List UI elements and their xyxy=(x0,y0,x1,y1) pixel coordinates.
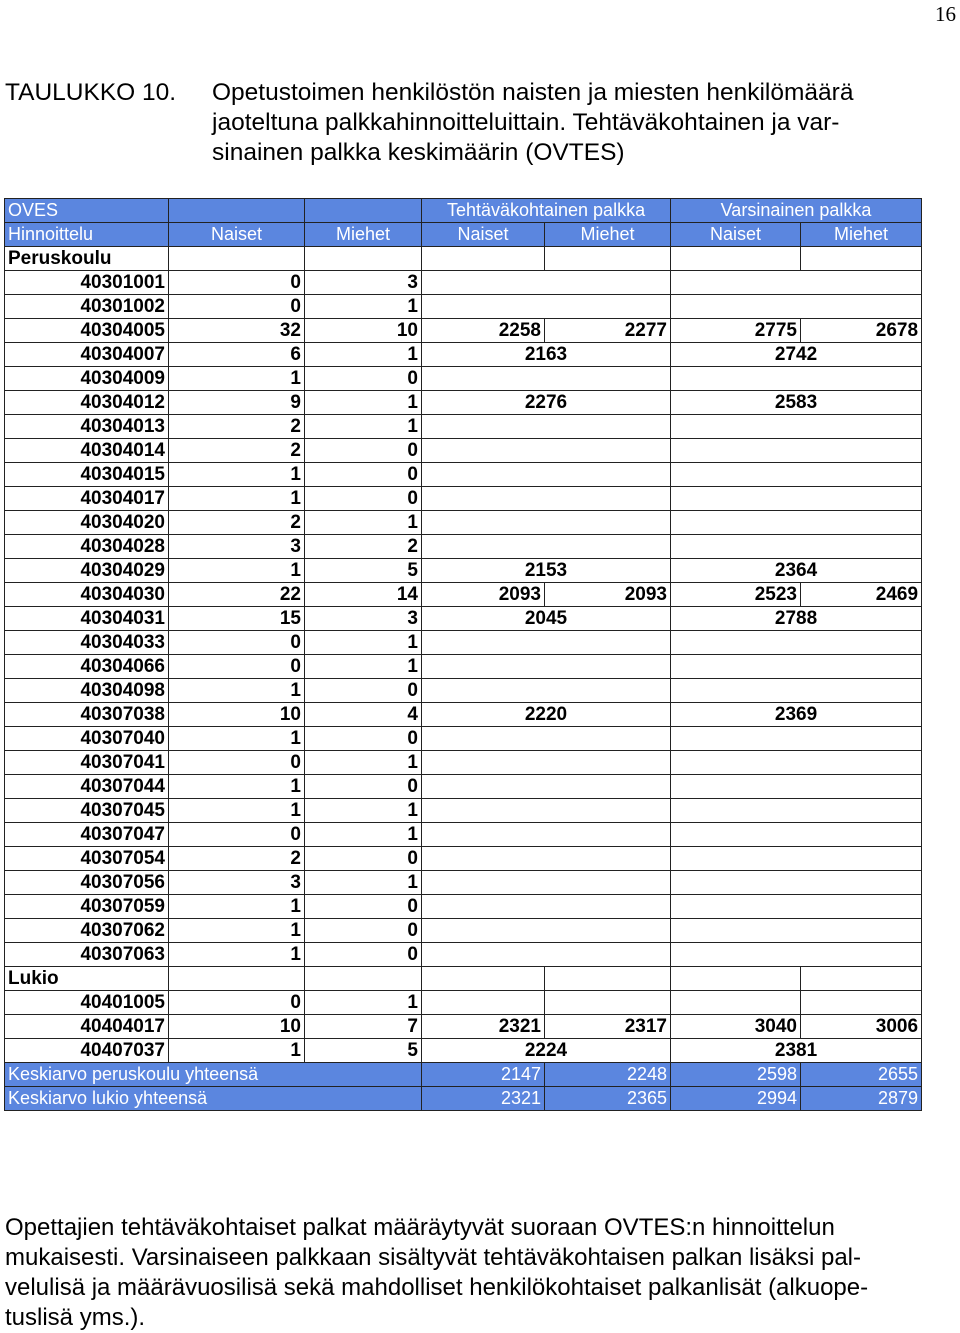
tehtavakohtainen-palkka xyxy=(422,439,671,463)
code-cell: 40307044 xyxy=(5,775,169,799)
table-row xyxy=(5,463,922,487)
code-cell: 40304029 xyxy=(5,559,169,583)
v-naiset-palkka xyxy=(671,991,801,1015)
code-cell: 40301002 xyxy=(5,295,169,319)
empty-cell xyxy=(305,967,422,991)
miehet-count: 3 xyxy=(305,271,422,295)
t-miehet-palkka: 2317 xyxy=(545,1015,671,1039)
t-naiset-palkka: 2258 xyxy=(422,319,545,343)
code-cell: 40304007 xyxy=(5,343,169,367)
tehtavakohtainen-palkka xyxy=(422,727,671,751)
v-naiset-palkka: 2775 xyxy=(671,319,801,343)
summary-label: Keskiarvo lukio yhteensä xyxy=(5,1087,422,1111)
header-row-2 xyxy=(5,223,922,247)
varsinainen-palkka xyxy=(671,655,922,679)
table-row xyxy=(5,775,922,799)
varsinainen-palkka xyxy=(671,367,922,391)
naiset-count: 22 xyxy=(169,583,305,607)
varsinainen-palkka xyxy=(671,895,922,919)
table-row xyxy=(5,847,922,871)
miehet-count: 0 xyxy=(305,943,422,967)
varsinainen-palkka: 2788 xyxy=(671,607,922,631)
miehet-count: 5 xyxy=(305,559,422,583)
summary-value: 2365 xyxy=(545,1087,671,1111)
table-row xyxy=(5,655,922,679)
t-naiset-palkka: 2093 xyxy=(422,583,545,607)
table-row xyxy=(5,727,922,751)
table-row xyxy=(5,991,922,1015)
tehtavakohtainen-palkka xyxy=(422,631,671,655)
miehet-count: 4 xyxy=(305,703,422,727)
table-row xyxy=(5,391,922,415)
naiset-count: 15 xyxy=(169,607,305,631)
varsinainen-palkka: 2364 xyxy=(671,559,922,583)
miehet-count: 1 xyxy=(305,511,422,535)
miehet-count: 1 xyxy=(305,799,422,823)
miehet-count: 0 xyxy=(305,919,422,943)
tehtavakohtainen-palkka: 2153 xyxy=(422,559,671,583)
naiset-count: 1 xyxy=(169,559,305,583)
varsinainen-palkka xyxy=(671,511,922,535)
summary-value: 2147 xyxy=(422,1063,545,1087)
code-cell: 40307041 xyxy=(5,751,169,775)
empty-cell xyxy=(305,247,422,271)
code-cell: 40307063 xyxy=(5,943,169,967)
naiset-count: 9 xyxy=(169,391,305,415)
naiset-count: 3 xyxy=(169,871,305,895)
varsinainen-palkka: 2381 xyxy=(671,1039,922,1063)
header-hinnoittelu: Hinnoittelu xyxy=(5,223,169,247)
empty-cell xyxy=(422,247,545,271)
code-cell: 40307056 xyxy=(5,871,169,895)
miehet-count: 7 xyxy=(305,1015,422,1039)
header-empty xyxy=(169,199,305,223)
table-row xyxy=(5,415,922,439)
varsinainen-palkka xyxy=(671,439,922,463)
miehet-count: 1 xyxy=(305,343,422,367)
v-naiset-palkka: 2523 xyxy=(671,583,801,607)
code-cell: 40307040 xyxy=(5,727,169,751)
table-row xyxy=(5,295,922,319)
naiset-count: 1 xyxy=(169,487,305,511)
varsinainen-palkka xyxy=(671,727,922,751)
varsinainen-palkka xyxy=(671,295,922,319)
table-row xyxy=(5,631,922,655)
miehet-count: 0 xyxy=(305,463,422,487)
code-cell: 40304009 xyxy=(5,367,169,391)
miehet-count: 1 xyxy=(305,655,422,679)
empty-cell xyxy=(801,967,922,991)
tehtavakohtainen-palkka xyxy=(422,367,671,391)
caption-label: TAULUKKO 10. xyxy=(5,79,177,106)
tehtavakohtainen-palkka xyxy=(422,295,671,319)
miehet-count: 5 xyxy=(305,1039,422,1063)
miehet-count: 14 xyxy=(305,583,422,607)
table-row xyxy=(5,895,922,919)
table-row xyxy=(5,487,922,511)
miehet-count: 3 xyxy=(305,607,422,631)
summary-value: 2321 xyxy=(422,1087,545,1111)
tehtavakohtainen-palkka: 2163 xyxy=(422,343,671,367)
code-cell: 40304066 xyxy=(5,655,169,679)
naiset-count: 10 xyxy=(169,703,305,727)
tehtavakohtainen-palkka xyxy=(422,943,671,967)
summary-value: 2994 xyxy=(671,1087,801,1111)
code-cell: 40307059 xyxy=(5,895,169,919)
code-cell: 40304013 xyxy=(5,415,169,439)
tehtavakohtainen-palkka xyxy=(422,655,671,679)
v-miehet-palkka: 2678 xyxy=(801,319,922,343)
tehtavakohtainen-palkka xyxy=(422,271,671,295)
naiset-count: 10 xyxy=(169,1015,305,1039)
table-row xyxy=(5,271,922,295)
tehtavakohtainen-palkka xyxy=(422,823,671,847)
caption-line: Opetustoimen henkilöstön naisten ja miesten henkilömäärä xyxy=(212,79,854,106)
tehtavakohtainen-palkka xyxy=(422,679,671,703)
miehet-count: 1 xyxy=(305,823,422,847)
code-cell: 40304020 xyxy=(5,511,169,535)
varsinainen-palkka xyxy=(671,871,922,895)
summary-value: 2248 xyxy=(545,1063,671,1087)
code-cell: 40301001 xyxy=(5,271,169,295)
code-cell: 40304014 xyxy=(5,439,169,463)
varsinainen-palkka xyxy=(671,943,922,967)
varsinainen-palkka xyxy=(671,487,922,511)
code-cell: 40307038 xyxy=(5,703,169,727)
miehet-count: 0 xyxy=(305,679,422,703)
t-naiset-palkka xyxy=(422,991,545,1015)
tehtavakohtainen-palkka xyxy=(422,775,671,799)
miehet-count: 10 xyxy=(305,319,422,343)
t-naiset-palkka: 2321 xyxy=(422,1015,545,1039)
t-miehet-palkka xyxy=(545,991,671,1015)
code-cell: 40304028 xyxy=(5,535,169,559)
t-miehet-palkka: 2093 xyxy=(545,583,671,607)
tehtavakohtainen-palkka: 2224 xyxy=(422,1039,671,1063)
naiset-count: 2 xyxy=(169,511,305,535)
naiset-count: 32 xyxy=(169,319,305,343)
tehtavakohtainen-palkka xyxy=(422,871,671,895)
miehet-count: 0 xyxy=(305,439,422,463)
table-row xyxy=(5,367,922,391)
header-t-naiset: Naiset xyxy=(422,223,545,247)
naiset-count: 0 xyxy=(169,631,305,655)
tehtavakohtainen-palkka xyxy=(422,535,671,559)
naiset-count: 1 xyxy=(169,727,305,751)
tehtavakohtainen-palkka xyxy=(422,511,671,535)
table-row xyxy=(5,703,922,727)
varsinainen-palkka xyxy=(671,823,922,847)
table-row xyxy=(5,535,922,559)
summary-row xyxy=(5,1063,922,1087)
v-naiset-palkka: 3040 xyxy=(671,1015,801,1039)
table-row xyxy=(5,319,922,343)
tehtavakohtainen-palkka xyxy=(422,799,671,823)
header-v-miehet: Miehet xyxy=(801,223,922,247)
code-cell: 40304031 xyxy=(5,607,169,631)
t-miehet-palkka: 2277 xyxy=(545,319,671,343)
empty-cell xyxy=(545,247,671,271)
table-row xyxy=(5,583,922,607)
code-cell: 40307045 xyxy=(5,799,169,823)
table-row xyxy=(5,799,922,823)
tehtavakohtainen-palkka xyxy=(422,919,671,943)
naiset-count: 0 xyxy=(169,655,305,679)
table-row xyxy=(5,871,922,895)
varsinainen-palkka: 2742 xyxy=(671,343,922,367)
v-miehet-palkka xyxy=(801,991,922,1015)
table-row xyxy=(5,559,922,583)
table-row xyxy=(5,1039,922,1063)
table-row xyxy=(5,943,922,967)
footnote-line: velulisä ja määrävuosilisä sekä mahdolliset henkilökohtaiset palkanlisät (alkuope- xyxy=(5,1274,869,1301)
summary-label: Keskiarvo peruskoulu yhteensä xyxy=(5,1063,422,1087)
summary-value: 2879 xyxy=(801,1087,922,1111)
miehet-count: 1 xyxy=(305,391,422,415)
page-number: 16 xyxy=(935,2,956,26)
code-cell: 40304098 xyxy=(5,679,169,703)
varsinainen-palkka xyxy=(671,919,922,943)
varsinainen-palkka xyxy=(671,775,922,799)
varsinainen-palkka xyxy=(671,679,922,703)
footnote-line: Opettajien tehtäväkohtaiset palkat määräytyvät suoraan OVTES:n hinnoittelun xyxy=(5,1214,835,1241)
naiset-count: 1 xyxy=(169,919,305,943)
summary-row xyxy=(5,1087,922,1111)
header-tehtavakohtainen: Tehtäväkohtainen palkka xyxy=(422,199,671,223)
varsinainen-palkka: 2583 xyxy=(671,391,922,415)
table-row xyxy=(5,679,922,703)
varsinainen-palkka: 2369 xyxy=(671,703,922,727)
naiset-count: 1 xyxy=(169,463,305,487)
section-row xyxy=(5,967,922,991)
varsinainen-palkka xyxy=(671,799,922,823)
header-v-naiset: Naiset xyxy=(671,223,801,247)
code-cell: 40307062 xyxy=(5,919,169,943)
code-cell: 40304030 xyxy=(5,583,169,607)
naiset-count: 1 xyxy=(169,775,305,799)
naiset-count: 6 xyxy=(169,343,305,367)
naiset-count: 0 xyxy=(169,271,305,295)
naiset-count: 0 xyxy=(169,823,305,847)
empty-cell xyxy=(422,967,545,991)
table-row xyxy=(5,439,922,463)
table-row xyxy=(5,823,922,847)
naiset-count: 2 xyxy=(169,439,305,463)
tehtavakohtainen-palkka: 2045 xyxy=(422,607,671,631)
empty-cell xyxy=(545,967,671,991)
section-name: Peruskoulu xyxy=(5,247,169,271)
tehtavakohtainen-palkka xyxy=(422,751,671,775)
section-name: Lukio xyxy=(5,967,169,991)
miehet-count: 1 xyxy=(305,295,422,319)
naiset-count: 3 xyxy=(169,535,305,559)
varsinainen-palkka xyxy=(671,535,922,559)
empty-cell xyxy=(671,967,801,991)
naiset-count: 0 xyxy=(169,991,305,1015)
summary-value: 2598 xyxy=(671,1063,801,1087)
table-row xyxy=(5,607,922,631)
tehtavakohtainen-palkka xyxy=(422,415,671,439)
miehet-count: 0 xyxy=(305,895,422,919)
miehet-count: 1 xyxy=(305,415,422,439)
code-cell: 40304005 xyxy=(5,319,169,343)
footnote-line: tuslisä yms.). xyxy=(5,1304,146,1331)
miehet-count: 0 xyxy=(305,487,422,511)
tehtavakohtainen-palkka xyxy=(422,463,671,487)
naiset-count: 0 xyxy=(169,295,305,319)
header-empty xyxy=(305,199,422,223)
tehtavakohtainen-palkka: 2220 xyxy=(422,703,671,727)
naiset-count: 1 xyxy=(169,943,305,967)
miehet-count: 0 xyxy=(305,775,422,799)
naiset-count: 1 xyxy=(169,679,305,703)
v-miehet-palkka: 3006 xyxy=(801,1015,922,1039)
header-t-miehet: Miehet xyxy=(545,223,671,247)
section-row xyxy=(5,247,922,271)
code-cell: 40404017 xyxy=(5,1015,169,1039)
naiset-count: 1 xyxy=(169,367,305,391)
table-row xyxy=(5,919,922,943)
miehet-count: 1 xyxy=(305,751,422,775)
varsinainen-palkka xyxy=(671,463,922,487)
table-row xyxy=(5,1015,922,1039)
table-row xyxy=(5,343,922,367)
code-cell: 40304033 xyxy=(5,631,169,655)
tehtavakohtainen-palkka xyxy=(422,847,671,871)
varsinainen-palkka xyxy=(671,751,922,775)
miehet-count: 0 xyxy=(305,367,422,391)
empty-cell xyxy=(671,247,801,271)
footnote-line: mukaisesti. Varsinaiseen palkkaan sisältyvät tehtäväkohtaisen palkan lisäksi pal- xyxy=(5,1244,861,1271)
miehet-count: 2 xyxy=(305,535,422,559)
caption-line: sinainen palkka keskimäärin (OVTES) xyxy=(212,139,625,166)
tehtavakohtainen-palkka xyxy=(422,487,671,511)
varsinainen-palkka xyxy=(671,271,922,295)
summary-value: 2655 xyxy=(801,1063,922,1087)
empty-cell xyxy=(169,247,305,271)
varsinainen-palkka xyxy=(671,631,922,655)
code-cell: 40307054 xyxy=(5,847,169,871)
miehet-count: 1 xyxy=(305,631,422,655)
caption-text xyxy=(212,78,960,168)
naiset-count: 2 xyxy=(169,847,305,871)
table-row xyxy=(5,511,922,535)
tehtavakohtainen-palkka xyxy=(422,895,671,919)
header-varsinainen: Varsinainen palkka xyxy=(671,199,922,223)
code-cell: 40401005 xyxy=(5,991,169,1015)
miehet-count: 0 xyxy=(305,847,422,871)
naiset-count: 1 xyxy=(169,1039,305,1063)
salary-table xyxy=(4,198,922,1111)
header-naiset: Naiset xyxy=(169,223,305,247)
code-cell: 40304015 xyxy=(5,463,169,487)
v-miehet-palkka: 2469 xyxy=(801,583,922,607)
miehet-count: 1 xyxy=(305,871,422,895)
miehet-count: 0 xyxy=(305,727,422,751)
tehtavakohtainen-palkka: 2276 xyxy=(422,391,671,415)
header-row-1 xyxy=(5,199,922,223)
miehet-count: 1 xyxy=(305,991,422,1015)
empty-cell xyxy=(801,247,922,271)
caption-line: jaoteltuna palkkahinnoitteluittain. Tehtäväkohtainen ja var- xyxy=(212,109,840,136)
empty-cell xyxy=(169,967,305,991)
header-miehet: Miehet xyxy=(305,223,422,247)
footnote xyxy=(5,1213,955,1333)
code-cell: 40307047 xyxy=(5,823,169,847)
naiset-count: 2 xyxy=(169,415,305,439)
naiset-count: 1 xyxy=(169,895,305,919)
varsinainen-palkka xyxy=(671,415,922,439)
naiset-count: 1 xyxy=(169,799,305,823)
table-row xyxy=(5,751,922,775)
code-cell: 40304012 xyxy=(5,391,169,415)
naiset-count: 0 xyxy=(169,751,305,775)
code-cell: 40407037 xyxy=(5,1039,169,1063)
code-cell: 40304017 xyxy=(5,487,169,511)
header-oves: OVES xyxy=(5,199,169,223)
varsinainen-palkka xyxy=(671,847,922,871)
